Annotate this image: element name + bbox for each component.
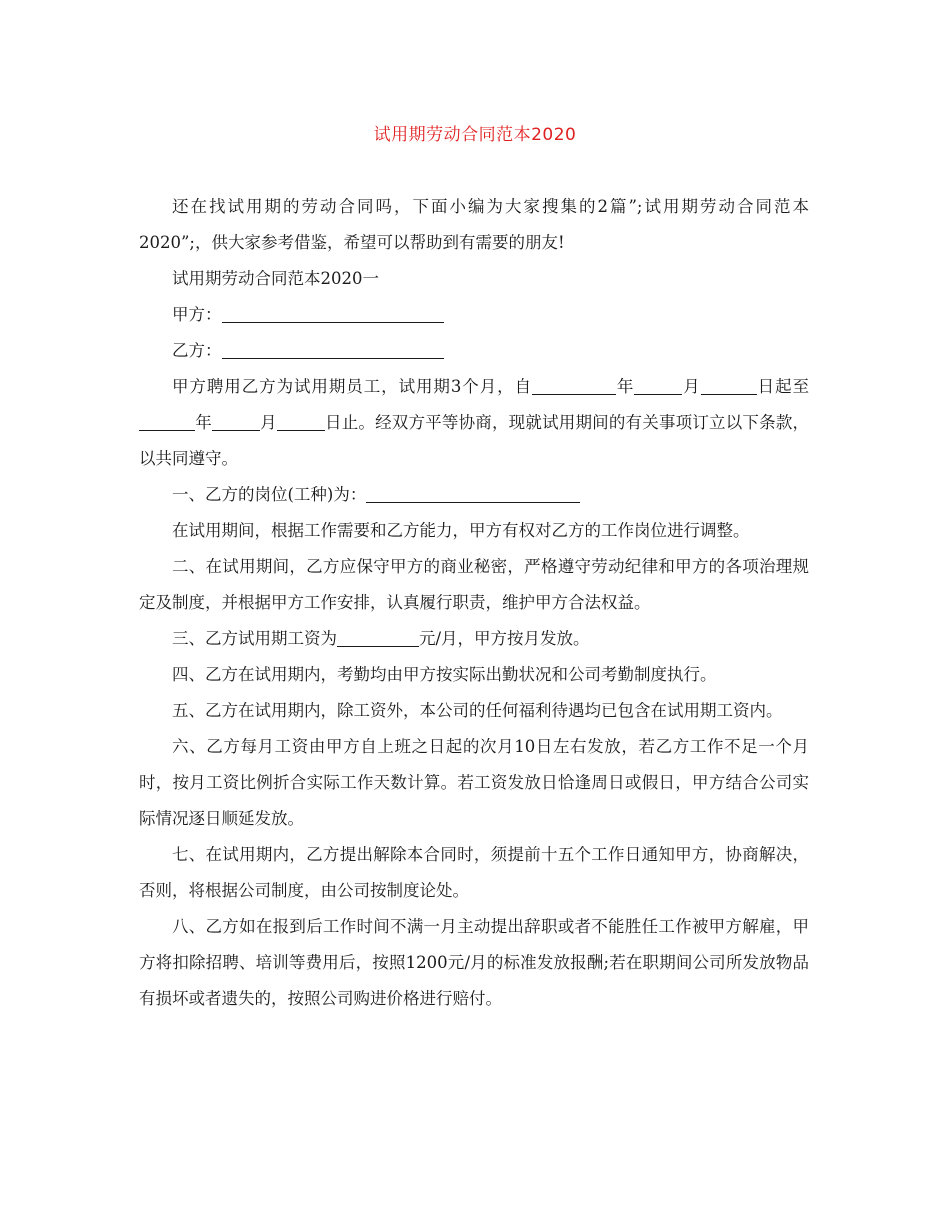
clause-1-note: 在试用期间，根据工作需要和乙方能力，甲方有权对乙方的工作岗位进行调整。 [172,521,750,540]
start-month-blank [634,376,682,395]
clause-8: 八、乙方如在报到后工作时间不满一月主动提出辞职或者不能胜任工作被甲方解雇，甲方将扣除招聘、培训等费用后，按照1200元/月的标准发放报酬;若在职期间公司所发放物品有损坏或者遗失的，按照公司购进价格进行赔付。 [139,917,809,1008]
clause-6: 六、乙方每月工资由甲方自上班之日起的次月10日左右发放，若乙方工作不足一个月时，按月工资比例折合实际工作天数计算。若工资发放日恰逢周日或假日，甲方结合公司实际情况逐日顺延发放。 [139,737,809,828]
clause-1-line [139,477,809,513]
intro-paragraph: 还在找试用期的劳动合同吗，下面小编为大家搜集的2篇”;试用期劳动合同范本2020”;，供大家参考借鉴，希望可以帮助到有需要的朋友! [139,197,809,252]
start-month-label: 月 [682,377,701,396]
clause-3-line [139,621,809,657]
start-day-label: 日起至 [756,377,810,396]
clause-7: 七、在试用期内，乙方提出解除本合同时，须提前十五个工作日通知甲方，协商解决，否则，将根据公司制度，由公司按制度论处。 [139,845,809,900]
term-paragraph [139,369,809,477]
clause-5: 五、乙方在试用期内，除工资外，本公司的任何福利待遇均已包含在试用期工资内。 [172,701,783,720]
party-b-blank [222,340,444,359]
wage-blank [337,628,419,647]
clause-1-label: 一、乙方的岗位(工种)为： [172,485,367,504]
start-year-label: 年 [616,377,635,396]
document-title: 试用期劳动合同范本2020 [373,125,577,145]
term-text-start: 甲方聘用乙方为试用期员工，试用期3个月，自 [172,377,532,396]
term-text-end: 日止。经双方平等协商，现就试用期间的有关事项订立以下条款，以共同遵守。 [139,413,810,468]
end-year-blank [139,412,195,431]
clause-4: 四、乙方在试用期内，考勤均由甲方按实际出勤状况和公司考勤制度执行。 [172,665,717,684]
end-year-label: 年 [195,413,212,432]
party-b-label: 乙方： [172,341,222,360]
clause-3-post: 元/月，甲方按月发放。 [419,629,590,648]
end-month-blank [212,412,260,431]
party-a-blank [222,304,444,323]
party-a-line [139,297,809,333]
end-day-blank [277,412,325,431]
end-month-label: 月 [259,413,277,432]
post-blank [366,484,580,503]
start-year-blank [532,376,616,395]
party-b-line [139,333,809,369]
contract-subtitle: 试用期劳动合同范本2020一 [172,269,379,288]
party-a-label: 甲方： [172,305,222,324]
start-day-blank [701,376,757,395]
clause-3-pre: 三、乙方试用期工资为 [172,629,337,648]
clause-2: 二、在试用期间，乙方应保守甲方的商业秘密，严格遵守劳动纪律和甲方的各项治理规定及制度，并根据甲方工作安排，认真履行职责，维护甲方合法权益。 [139,557,809,612]
document-body [139,189,809,1017]
